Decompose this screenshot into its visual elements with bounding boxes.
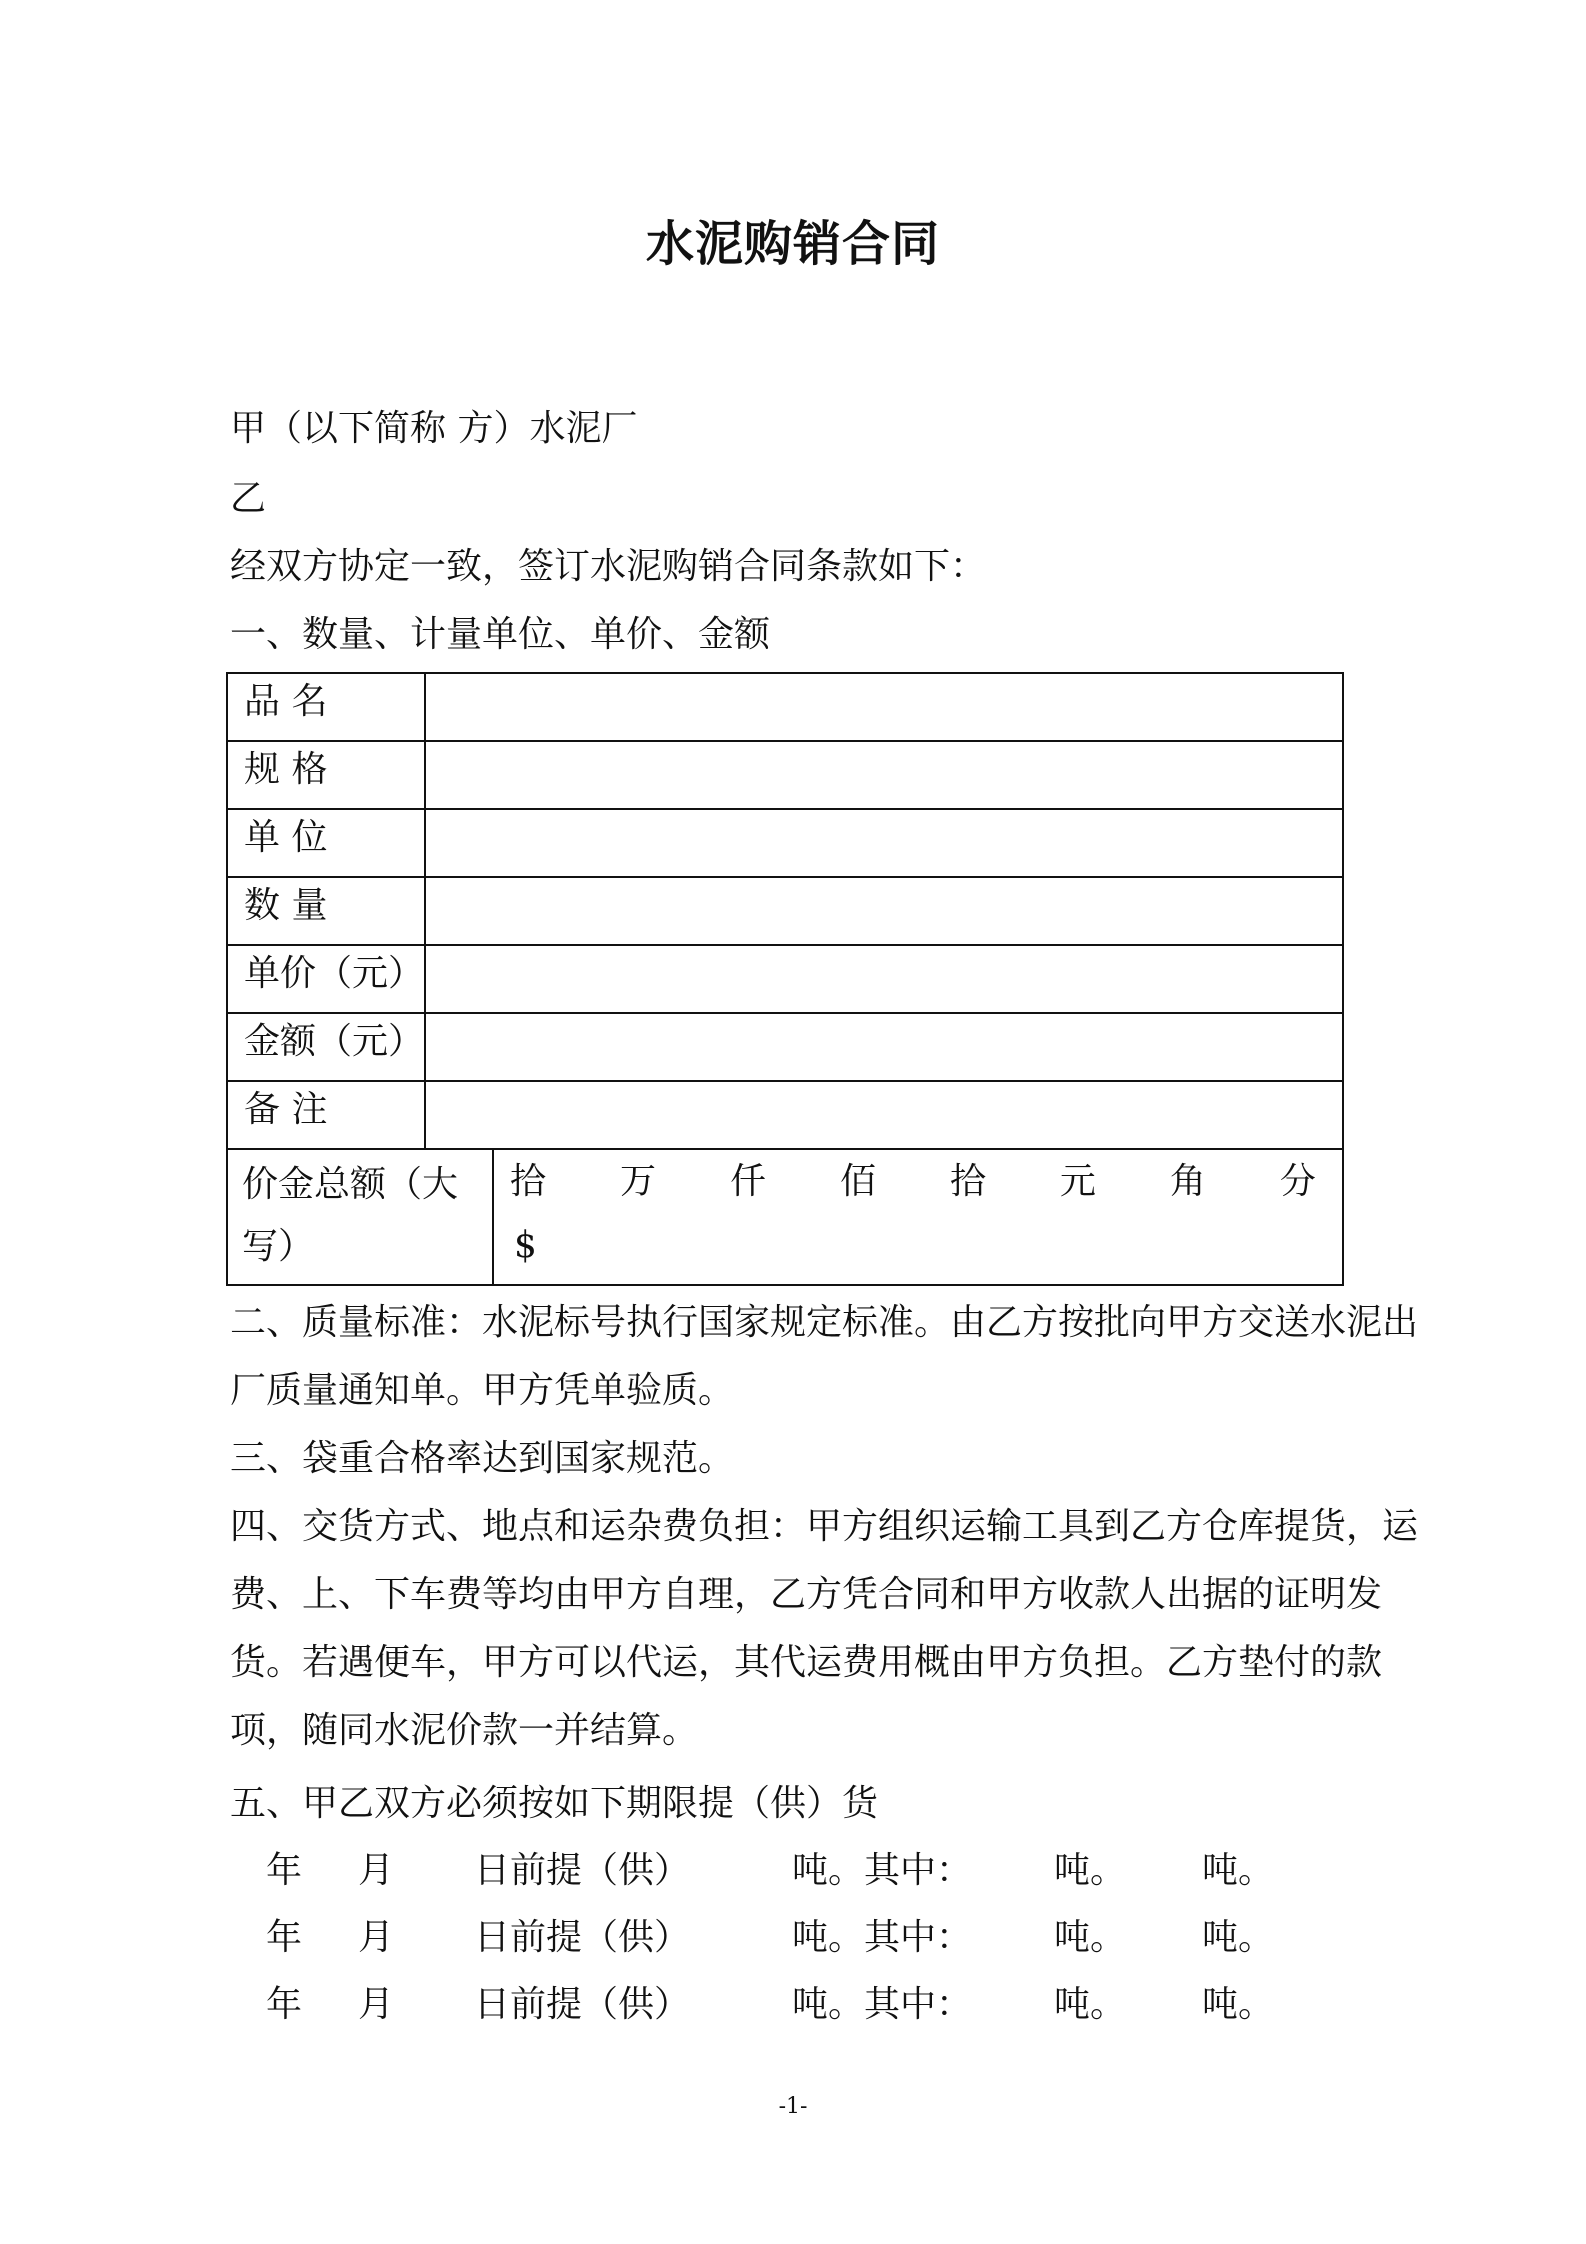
row-value-spec xyxy=(426,742,1342,808)
section2-text: 二、质量标准：水泥标号执行国家规定标准。由乙方按批向甲方交送水泥出厂质量通知单。甲方凭单验质。 xyxy=(230,1302,1419,1411)
section4-text: 四、交货方式、地点和运杂费负担：甲方组织运输工具到乙方仓库提货，运费、上、下车费等均由甲方自理，乙方凭合同和甲方收款人出据的证明发货。若遇便车，甲方可以代运，其代运费用概由甲方负担。乙方垫付的款项，随同水泥价款一并结算。 xyxy=(230,1506,1419,1751)
section1-heading: 一、数量、计量单位、单价、金额 xyxy=(230,614,771,655)
currency-symbol: $ xyxy=(514,1225,537,1266)
row-label-unit: 单 位 xyxy=(228,810,426,876)
schedule-month: 月 xyxy=(358,1984,395,2025)
unit-qian: 仟 xyxy=(729,1161,766,1202)
schedule-year: 年 xyxy=(266,1850,303,1891)
schedule-month: 月 xyxy=(358,1850,395,1891)
row-label-quantity: 数 量 xyxy=(228,878,426,944)
row-value-name xyxy=(426,674,1342,740)
unit-yuan: 元 xyxy=(1059,1161,1096,1202)
row-label-spec: 规 格 xyxy=(228,742,426,808)
table-row xyxy=(228,810,1342,878)
schedule-t1: 吨。 xyxy=(1054,1917,1127,1958)
schedule-month: 月 xyxy=(358,1917,395,1958)
schedule-tons: 吨。其中： xyxy=(792,1984,973,2025)
table-row xyxy=(228,1014,1342,1082)
unit-wan: 万 xyxy=(619,1161,656,1202)
table-row xyxy=(228,742,1342,810)
schedule-tons: 吨。其中： xyxy=(792,1850,973,1891)
total-row xyxy=(228,1150,1342,1284)
table-row xyxy=(228,878,1342,946)
row-value-amount xyxy=(426,1014,1342,1080)
goods-table xyxy=(226,672,1344,1286)
row-value-unit-price xyxy=(426,946,1342,1012)
schedule-t2: 吨。 xyxy=(1202,1984,1275,2025)
schedule-year: 年 xyxy=(266,1917,303,1958)
total-label: 价金总额（大写） xyxy=(228,1150,494,1284)
document-title: 水泥购销合同 xyxy=(645,216,940,272)
table-row xyxy=(228,1082,1342,1150)
schedule-year: 年 xyxy=(266,1984,303,2025)
row-label-unit-price: 单价（元） xyxy=(228,946,426,1012)
table-row xyxy=(228,946,1342,1014)
unit-bai: 佰 xyxy=(839,1161,876,1202)
row-value-remarks xyxy=(426,1082,1342,1148)
row-label-name: 品 名 xyxy=(228,674,426,740)
total-value xyxy=(494,1150,1342,1284)
row-value-unit xyxy=(426,810,1342,876)
schedule-day: 日前提（供） xyxy=(474,1917,691,1958)
schedule-t1: 吨。 xyxy=(1054,1850,1127,1891)
section3-text: 三、袋重合格率达到国家规范。 xyxy=(230,1438,735,1479)
page-number: -1- xyxy=(778,2094,808,2119)
intro-line: 经双方协定一致，签订水泥购销合同条款如下： xyxy=(230,546,987,587)
schedule-t2: 吨。 xyxy=(1202,1917,1275,1958)
row-value-quantity xyxy=(426,878,1342,944)
schedule-day: 日前提（供） xyxy=(474,1984,691,2025)
unit-shi: 拾 xyxy=(510,1161,547,1202)
total-units xyxy=(510,1154,1316,1210)
schedule-day: 日前提（供） xyxy=(474,1850,691,1891)
row-label-remarks: 备 注 xyxy=(228,1082,426,1148)
unit-shi-2: 拾 xyxy=(949,1161,986,1202)
party-a-line: 甲（以下简称 方）水泥厂 xyxy=(230,408,638,449)
row-label-amount: 金额（元） xyxy=(228,1014,426,1080)
table-row xyxy=(228,674,1342,742)
unit-jiao: 角 xyxy=(1169,1161,1206,1202)
unit-fen: 分 xyxy=(1279,1161,1316,1202)
schedule-t1: 吨。 xyxy=(1054,1984,1127,2025)
schedule-tons: 吨。其中： xyxy=(792,1917,973,1958)
party-b-line: 乙 xyxy=(230,478,267,519)
schedule-t2: 吨。 xyxy=(1202,1850,1275,1891)
section5-heading: 五、甲乙双方必须按如下期限提（供）货 xyxy=(230,1783,879,1824)
